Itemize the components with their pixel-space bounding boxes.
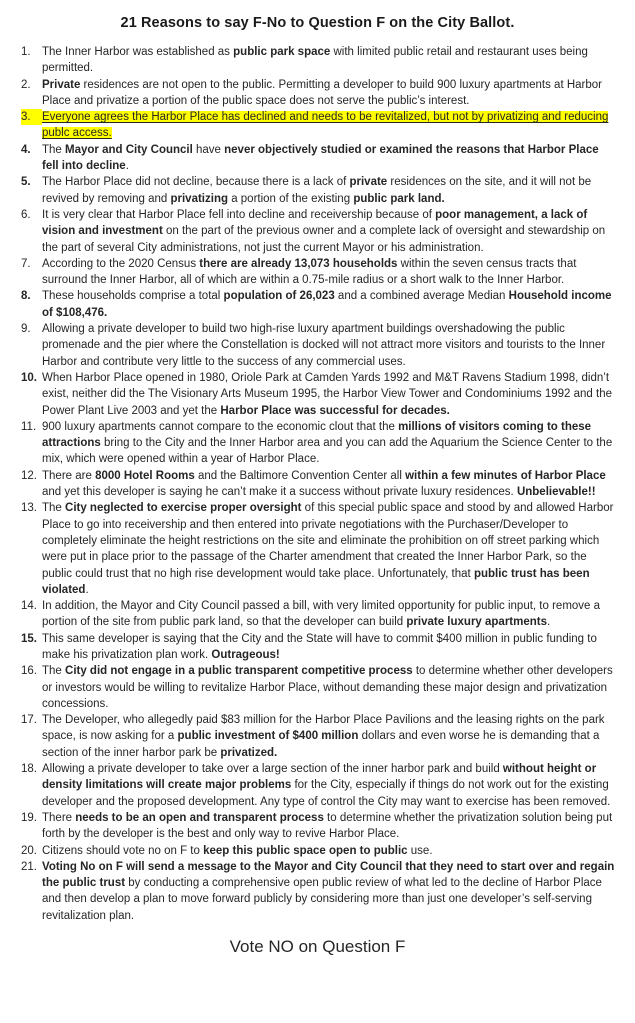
text-run: and the Baltimore Convention Center all (194, 469, 406, 482)
text-run: use. (407, 844, 433, 857)
list-item-text (42, 256, 615, 289)
list-item-text (42, 810, 615, 843)
list-item-text (42, 288, 615, 321)
text-run: The Harbor Place did not decline, because there is a lack of (42, 176, 350, 189)
text-run-bold: Voting No on F will send a message to the Mayor and City Council that they need to start over and regain the public trust (42, 860, 615, 890)
text-run-bold: population of 26,023 (223, 290, 335, 303)
footer-slogan: Vote NO on Question F (229, 937, 406, 957)
text-run-bold: Private (42, 78, 81, 91)
text-run: The (42, 502, 66, 515)
list-item (21, 468, 615, 501)
text-run: In addition, the Mayor and City Council passed a bill, with very limited opportunity for public input, to remove a portion of the site from public park land, so that the developer can build (42, 600, 601, 629)
list-item-text (42, 843, 615, 859)
text-run: When Harbor Place opened in 1980, Oriole Park at Camden Yards 1992 and M&T Ravens Stadium 1998, didn’t exist, neither did the The Visionary Arts Museum 1995, the Harbor View Tower and Condominiums 1992 and the Power Plant Live 2003 and yet the (42, 371, 613, 417)
list-item (21, 207, 615, 256)
text-run: According to the 2020 Census (42, 257, 200, 270)
text-run: Allowing a private developer to build two high-rise luxury apartment buildings overshadowing the public promenade and the pier where the Constellation is docked will not attract more visitors and tourists to the Inner Harbor and contribute very little to the success of any commercial uses. (42, 323, 606, 368)
list-item-number: 20. (21, 844, 37, 857)
text-run-bold: poor management, a lack of vision and investment (42, 208, 588, 238)
text-run-bold: without height or density limitations will create major problems (42, 763, 597, 792)
list-item (21, 174, 615, 207)
text-run: bring to the City and the Inner Harbor area and you can add the Aquarium the Science Center to the mix, which were opened within a year of Harbor Place. (42, 437, 613, 466)
list-item (21, 631, 615, 664)
list-item (21, 859, 615, 924)
list-item (21, 500, 615, 598)
list-item-number: 18. (21, 763, 37, 776)
list-item (21, 370, 615, 419)
list-item-text (42, 77, 615, 110)
list-item-text (42, 109, 615, 142)
text-run: with limited public retail and restaurant uses being permitted. (42, 46, 588, 75)
text-run-bold: Unbelievable!! (516, 486, 596, 499)
text-run: Everyone agrees the Harbor Place has declined and needs to be revitalized, but not by privatizing and reducing publc access. (42, 111, 609, 140)
list-item-number: 6. (21, 208, 31, 221)
text-run: There are (42, 469, 96, 482)
text-run: dollars and even worse he is demanding that a section of the inner harbor park be (42, 730, 600, 759)
text-run-bold: within a few minutes of Harbor Place (405, 469, 606, 482)
list-item-number: 7. (21, 257, 31, 270)
list-item-number: 11. (21, 420, 37, 433)
list-item-number: 14. (21, 600, 37, 613)
list-item-number: 12. (21, 469, 37, 482)
list-item-number: 1. (21, 46, 31, 58)
list-item-text (42, 663, 615, 712)
text-run: 900 luxury apartments cannot compare to the economic clout that the (42, 420, 399, 433)
text-run: . (85, 583, 89, 596)
list-item-text (42, 500, 615, 598)
text-run-bold: public park space (233, 46, 331, 58)
text-run: There (42, 811, 76, 824)
list-item-text (42, 44, 615, 77)
text-run: to determine whether the privatization solution being put forth by the developer is the best and only way to revive Harbor Place. (42, 811, 613, 841)
text-run-bold: keep this public space open to public (203, 844, 408, 857)
list-item-text (42, 142, 615, 175)
list-item (21, 321, 615, 370)
list-item (21, 598, 615, 631)
text-run: by conducting a comprehensive open public review of what led to the decline of Harbor Place and then develop a plan to move forward publicly by considering more than just one developer’s self-serving revitalization plan. (42, 877, 602, 922)
list-item (21, 712, 615, 761)
list-item (21, 761, 615, 810)
list-item-number: 5. (21, 176, 31, 189)
text-run: of this special public space and stood by and allowed Harbor Place to go into receivership and then entered into private negotiations with the Purchaser/Developer to completely eliminate the height restrictions on the site and eliminate the prohibition on off street parking which were put in place prior to the passage of the Charter amendment that created the Inner Harbor Park, so the public could trust that no high rise development would take place. Unfortunately, that (42, 502, 614, 580)
text-run: This same developer is saying that the City and the State will have to commit $400 million in public funding to make his privatization plan work. (42, 632, 597, 661)
list-item-number: 21. (21, 860, 37, 873)
list-item (21, 843, 615, 859)
text-run-bold: there are already 13,073 households (199, 257, 398, 270)
list-item-number: 19. (21, 811, 37, 824)
list-item-number: 9. (21, 323, 31, 336)
text-run: to determine whether other developers or investors would be willing to revitalize Harbor Place, without demanding these major design and privatization concessions. (42, 665, 613, 710)
list-item-text (42, 859, 615, 924)
text-run: The (42, 143, 66, 156)
text-run: The (42, 665, 66, 678)
list-item (21, 44, 615, 77)
list-item-text (42, 174, 615, 207)
list-item-text (42, 370, 615, 419)
list-item (21, 288, 615, 321)
text-run-bold: public investment of $400 million (177, 730, 359, 743)
text-run: for the City, especially if things do not work out for the existing developer and the proposed development. Any type of control the City may want to exercise has been removed. (42, 779, 611, 808)
text-run-bold: millions of visitors coming to these attractions (42, 420, 592, 450)
list-item-number: 17. (21, 714, 37, 727)
list-item (21, 663, 615, 712)
text-run-bold: Household income of $108,476. (42, 290, 612, 319)
list-item-number: 4. (21, 143, 31, 156)
text-run: and yet this developer is saying he can’t make it a success without private luxury residences. (42, 486, 517, 499)
text-run: . (125, 160, 129, 173)
document-title: 21 Reasons to say F-No to Question F on the City Ballot. (120, 15, 515, 31)
text-run-bold: never objectively studied or examined the reasons that Harbor Place fell into decline (42, 143, 599, 173)
list-item (21, 256, 615, 289)
text-run-bold: Mayor and City Council (65, 143, 193, 156)
text-run: . (547, 616, 551, 629)
text-run: Citizens should vote no on F to (42, 844, 204, 857)
text-run: have (192, 143, 225, 156)
text-run: and a combined average Median (334, 290, 509, 303)
list-item (21, 109, 615, 142)
text-run-bold: privatizing (170, 192, 228, 205)
list-item-number: 10. (21, 371, 37, 384)
list-item-number: 15. (21, 632, 37, 645)
text-run: The Inner Harbor was established as (42, 46, 234, 58)
text-run: residences on the site, and it will not be revived by removing and (42, 176, 592, 205)
list-item-text (42, 712, 615, 761)
text-run-bold: Harbor Place was successful for decades. (220, 404, 450, 417)
list-item-number: 8. (21, 290, 31, 303)
text-run: It is very clear that Harbor Place fell into decline and receivership because of (42, 208, 436, 221)
text-run: within the seven census tracts that surround the Inner Harbor, all of which are within a 0.75-mile radius or a short walk to the Inner Harbor. (42, 257, 577, 287)
list-item-text (42, 598, 615, 631)
list-item (21, 77, 615, 110)
text-run-bold: City neglected to exercise proper oversight (65, 502, 302, 515)
text-run: on the part of the previous owner and a complete lack of oversight and stewardship on the part of several City administrations, not just the current Mayor or his administration. (42, 225, 606, 254)
text-run-bold: public park land. (353, 192, 445, 205)
reasons-list (0, 31, 635, 924)
text-run: Allowing a private developer to take over a large section of the inner harbor park and build (42, 763, 503, 776)
text-run: These households comprise a total (42, 290, 224, 303)
list-item (21, 419, 615, 468)
list-item (21, 142, 615, 175)
list-item (21, 810, 615, 843)
list-item-number: 16. (21, 665, 37, 678)
text-run-bold: private (349, 176, 388, 189)
text-run: The Developer, who allegedly paid $83 million for the Harbor Place Pavilions and the leasing rights on the park space, is now asking for a (42, 714, 605, 743)
list-item-text (42, 468, 615, 501)
text-run-bold: Outrageous! (211, 648, 280, 661)
list-item-number: 2. (21, 78, 31, 91)
text-run-bold: City did not engage in a public transparent competitive process (65, 665, 413, 678)
text-run-bold: 8000 Hotel Rooms (95, 469, 195, 482)
list-item-text (42, 631, 615, 664)
text-run-bold: privatized. (220, 746, 278, 759)
text-run-bold: private luxury apartments (406, 616, 547, 629)
text-run: a portion of the existing (228, 192, 354, 205)
list-item-text (42, 207, 615, 256)
list-item-number: 13. (21, 502, 37, 515)
list-item-number: 3. (21, 109, 42, 125)
list-item-text (42, 419, 615, 468)
text-run-bold: public trust has been violated (42, 567, 590, 596)
list-item-text (42, 321, 615, 370)
text-run: residences are not open to the public. Permitting a developer to build 900 luxury apartments at Harbor Place and privatize a portion of the public space does not serve the public’s interest. (42, 78, 602, 107)
list-item-text (42, 761, 615, 810)
text-run-bold: needs to be an open and transparent process (75, 811, 324, 824)
